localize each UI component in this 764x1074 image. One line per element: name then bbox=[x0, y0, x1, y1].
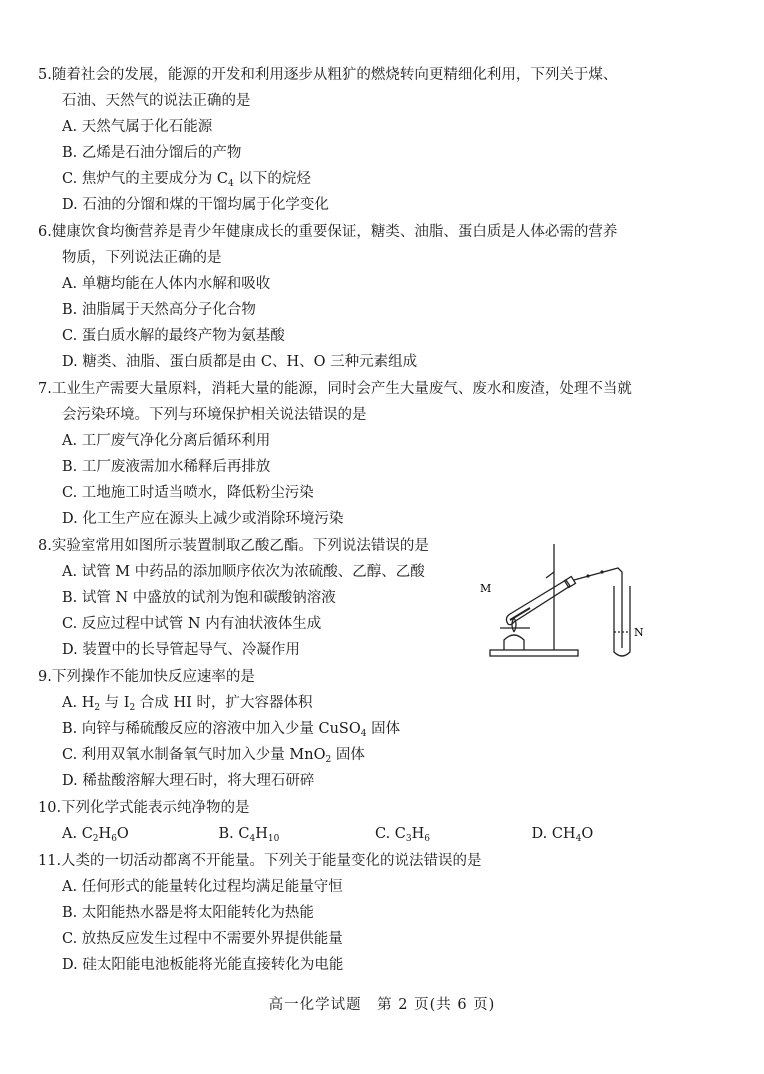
q5-option-b: B. 乙烯是石油分馏后的产物 bbox=[62, 145, 242, 161]
q7-option-b: B. 工厂废液需加水稀释后再排放 bbox=[62, 459, 271, 475]
question-6 bbox=[38, 219, 688, 375]
q6-option-d: D. 糖类、油脂、蛋白质都是由 C、H、O 三种元素组成 bbox=[62, 354, 418, 370]
q5-option-a: A. 天然气属于化石能源 bbox=[62, 119, 213, 135]
q7-stem-line1: 7.工业生产需要大量原料，消耗大量的能源，同时会产生大量废气、废水和废渣，处理不当就 bbox=[38, 381, 632, 397]
question-11 bbox=[38, 848, 688, 978]
q9-option-a: A. $H_2$ 与 $I_2$ 合成 HI 时，扩大容器体积 bbox=[62, 695, 313, 713]
q8-option-a: A. 试管 M 中药品的添加顺序依次为浓硫酸、乙醇、乙酸 bbox=[62, 564, 425, 580]
q11-stem: 11.人类的一切活动都离不开能量。下列关于能量变化的说法错误的是 bbox=[38, 853, 482, 869]
q10-stem: 10.下列化学式能表示纯净物的是 bbox=[38, 800, 250, 816]
q6-stem-line2: 物质，下列说法正确的是 bbox=[62, 250, 222, 266]
q9-stem: 9.下列操作不能加快反应速率的是 bbox=[38, 669, 255, 685]
label-m: M bbox=[480, 582, 492, 595]
test-tube-m bbox=[506, 580, 570, 625]
q5-stem-line2: 石油、天然气的说法正确的是 bbox=[62, 93, 251, 109]
q7-option-d: D. 化工生产应在源头上减少或消除环境污染 bbox=[62, 511, 344, 527]
q5-stem-line1: 5.随着社会的发展，能源的开发和利用逐步从粗犷的燃烧转向更精细化利用，下列关于煤、 bbox=[38, 67, 618, 83]
alcohol-lamp bbox=[504, 635, 524, 650]
question-7 bbox=[38, 376, 688, 532]
q10-option-d: D. $CH_4O$ bbox=[531, 826, 594, 844]
q9-option-c: C. 利用双氧水制备氧气时加入少量 MnO$_2$ 固体 bbox=[62, 747, 365, 765]
q11-option-c: C. 放热反应发生过程中不需要外界提供能量 bbox=[62, 931, 343, 947]
q11-option-b: B. 太阳能热水器是将太阳能转化为热能 bbox=[62, 905, 314, 921]
q11-option-d: D. 硅太阳能电池板能将光能直接转化为电能 bbox=[62, 957, 344, 973]
q10-option-c: C. $C_3H_6$ bbox=[375, 826, 431, 844]
q7-option-c: C. 工地施工时适当喷水，降低粉尘污染 bbox=[62, 485, 314, 501]
question-5 bbox=[38, 62, 688, 218]
q8-option-b: B. 试管 N 中盛放的试剂为饱和碳酸钠溶液 bbox=[62, 590, 336, 606]
q8-stem: 8.实验室常用如图所示装置制取乙酸乙酯。下列说法错误的是 bbox=[38, 538, 429, 554]
delivery-tube bbox=[574, 568, 622, 648]
label-n: N bbox=[634, 626, 644, 639]
ester-apparatus-figure bbox=[470, 540, 650, 664]
q5-option-d: D. 石油的分馏和煤的干馏均属于化学变化 bbox=[62, 197, 329, 213]
q7-stem-line2: 会污染环境。下列与环境保护相关说法错误的是 bbox=[62, 407, 367, 423]
q7-option-a: A. 工厂废气净化分离后循环利用 bbox=[62, 433, 271, 449]
q10-option-b: B. $C_4H_{10}$ bbox=[218, 826, 280, 844]
q6-option-b: B. 油脂属于天然高分子化合物 bbox=[62, 302, 256, 318]
q10-option-a: A. $C_2H_6O$ bbox=[62, 826, 129, 844]
q5-option-c: C. 焦炉气的主要成分为 $C_4$ 以下的烷烃 bbox=[62, 171, 311, 189]
question-9 bbox=[38, 664, 688, 794]
q10-options bbox=[38, 821, 688, 847]
lamp-flame bbox=[512, 618, 516, 632]
q6-stem-line1: 6.健康饮食均衡营养是青少年健康成长的重要保证，糖类、油脂、蛋白质是人体必需的营养 bbox=[38, 224, 618, 240]
question-10 bbox=[38, 795, 688, 847]
clamp bbox=[546, 572, 554, 578]
q8-option-c: C. 反应过程中试管 N 内有油状液体生成 bbox=[62, 616, 322, 632]
q8-option-d: D. 装置中的长导管起导气、冷凝作用 bbox=[62, 642, 300, 658]
q6-option-c: C. 蛋白质水解的最终产物为氨基酸 bbox=[62, 328, 285, 344]
q11-option-a: A. 任何形式的能量转化过程均满足能量守恒 bbox=[62, 879, 343, 895]
stand-base bbox=[490, 650, 578, 656]
q6-option-a: A. 单糖均能在人体内水解和吸收 bbox=[62, 276, 271, 292]
q9-option-b: B. 向锌与稀硫酸反应的溶液中加入少量 CuSO$_4$ 固体 bbox=[62, 721, 401, 739]
page-footer: 高一化学试题 第 2 页(共 6 页) bbox=[268, 997, 496, 1013]
q9-option-d: D. 稀盐酸溶解大理石时，将大理石研碎 bbox=[62, 773, 315, 789]
